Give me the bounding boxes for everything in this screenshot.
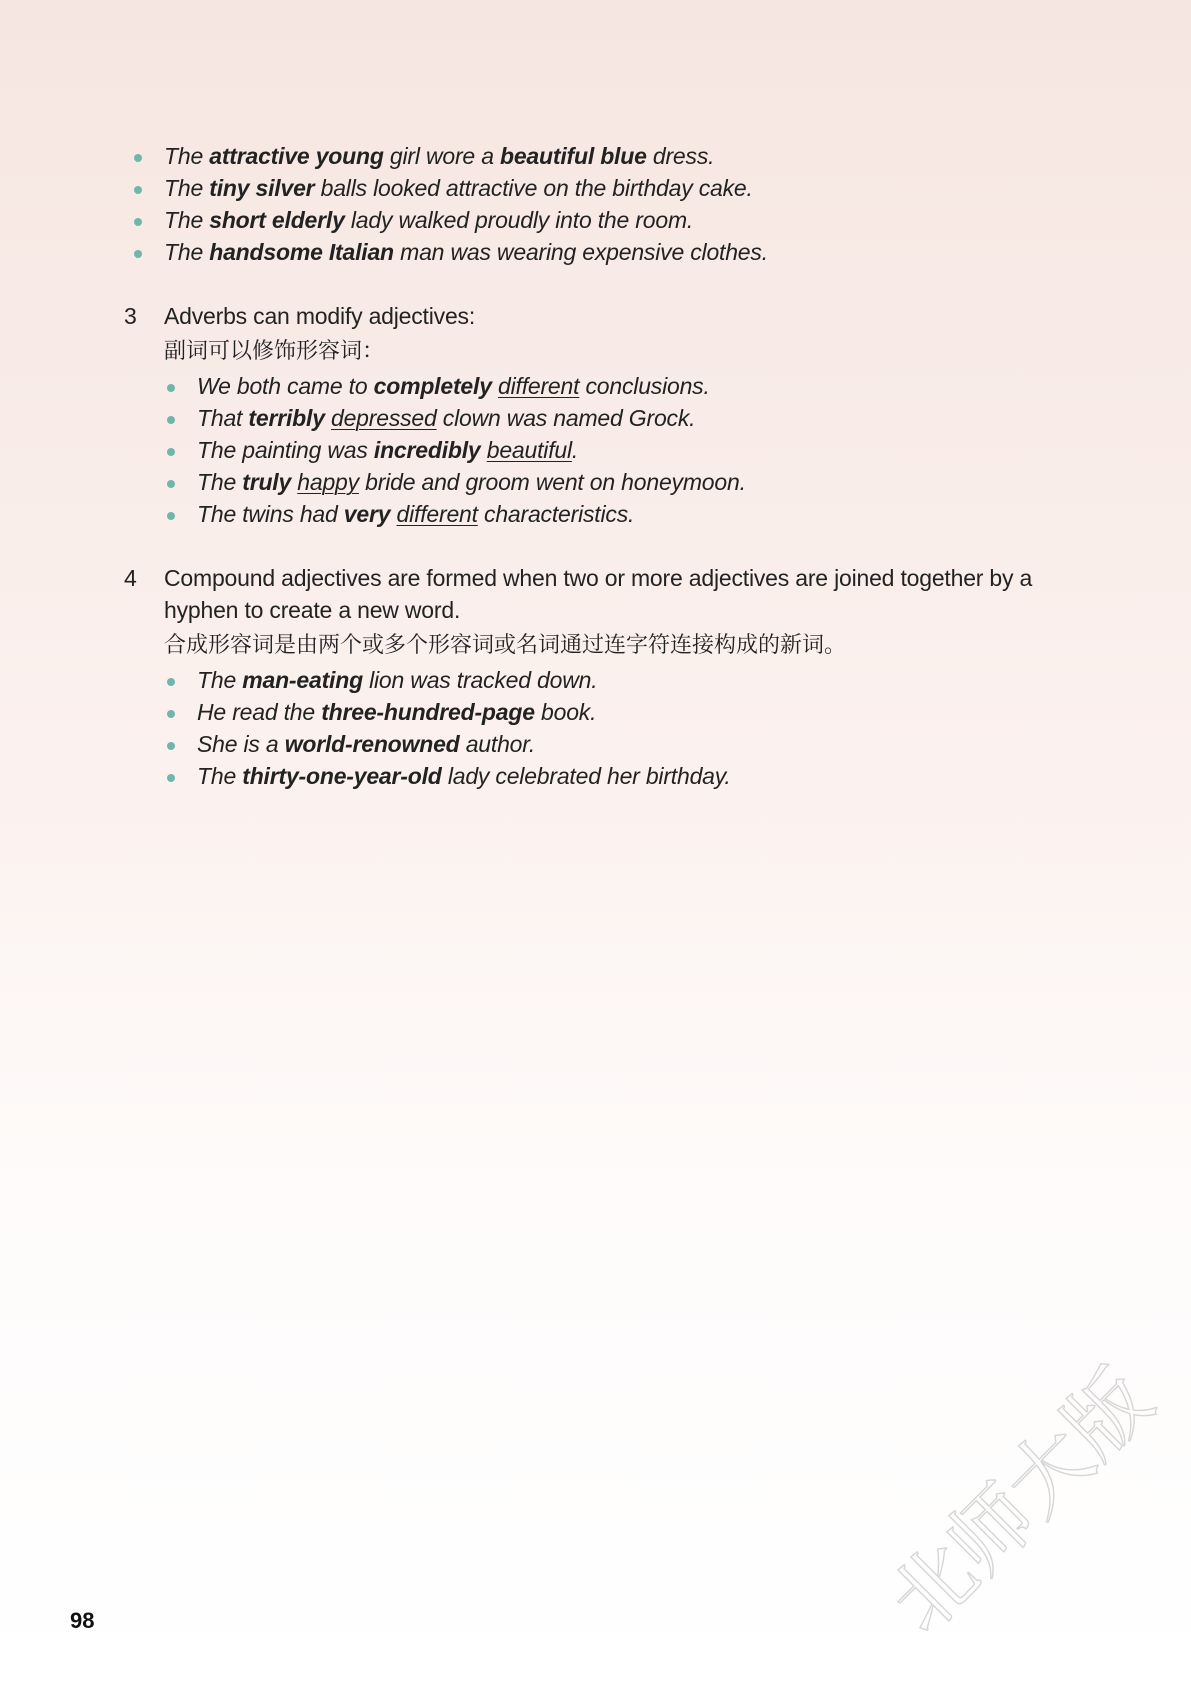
bold-adverb: very (343, 501, 391, 527)
section-4 (124, 562, 1084, 792)
list-item: The tiny silver balls looked attractive on the birthday cake. (164, 172, 1084, 204)
bold-adjectives: attractive young (209, 143, 384, 169)
watermark (870, 1350, 1190, 1670)
bold-compound-adjective: three-hundred-page (321, 699, 535, 725)
bold-compound-adjective: thirty-one-year-old (242, 763, 442, 789)
list-item: She is a world-renowned author. (197, 728, 1084, 760)
bold-adjectives: beautiful blue (499, 143, 647, 169)
section-text: Adverbs can modify adjectives: (164, 303, 476, 329)
section-chinese-text: 合成形容词是由两个或多个形容词或名词通过连字符连接构成的新词。 (164, 633, 847, 658)
list-item: The thirty-one-year-old lady celebrated her birthday. (197, 760, 1084, 792)
page-content (124, 140, 1084, 792)
section-3 (124, 300, 1084, 530)
bold-adverb: incredibly (373, 437, 481, 463)
section-chinese-text: 副词可以修饰形容词： (164, 339, 385, 364)
underlined-adjective: depressed (331, 405, 437, 431)
list-item: The man-eating lion was tracked down. (197, 664, 1084, 696)
section-3-bullet-list (164, 370, 1084, 530)
bold-adjectives: handsome Italian (209, 239, 394, 265)
underlined-adjective: different (498, 373, 580, 399)
list-item: The truly happy bride and groom went on honeymoon. (197, 466, 1084, 498)
intro-bullet-list (124, 140, 1084, 268)
bold-adverb: terribly (248, 405, 325, 431)
bold-adjectives: tiny silver (209, 175, 315, 201)
underlined-adjective: happy (297, 469, 359, 495)
list-item: That terribly depressed clown was named Grock. (197, 402, 1084, 434)
list-item: The attractive young girl wore a beautiful blue dress. (164, 140, 1084, 172)
bold-adverb: truly (242, 469, 292, 495)
list-item: The handsome Italian man was wearing expensive clothes. (164, 236, 1084, 268)
list-item: The twins had very different characteristics. (197, 498, 1084, 530)
section-body (164, 562, 1084, 792)
section-text: Compound adjectives are formed when two or more adjectives are joined together by a hyphen to create a new word. (164, 565, 1033, 623)
list-item: We both came to completely different conclusions. (197, 370, 1084, 402)
bold-adverb: completely (373, 373, 492, 399)
underlined-adjective: different (396, 501, 478, 527)
bold-compound-adjective: world-renowned (284, 731, 460, 757)
bold-compound-adjective: man-eating (242, 667, 363, 693)
page-number: 98 (70, 1608, 95, 1633)
list-item: He read the three-hundred-page book. (197, 696, 1084, 728)
section-body (164, 300, 1084, 530)
underlined-adjective: beautiful (486, 437, 572, 463)
list-item: The short elderly lady walked proudly into the room. (164, 204, 1084, 236)
list-item: The painting was incredibly beautiful. (197, 434, 1084, 466)
bold-adjectives: short elderly (209, 207, 345, 233)
section-number: 3 (124, 303, 137, 329)
section-4-bullet-list (164, 664, 1084, 792)
section-number: 4 (124, 565, 137, 591)
watermark-text: 北师大版 (871, 1351, 1171, 1651)
